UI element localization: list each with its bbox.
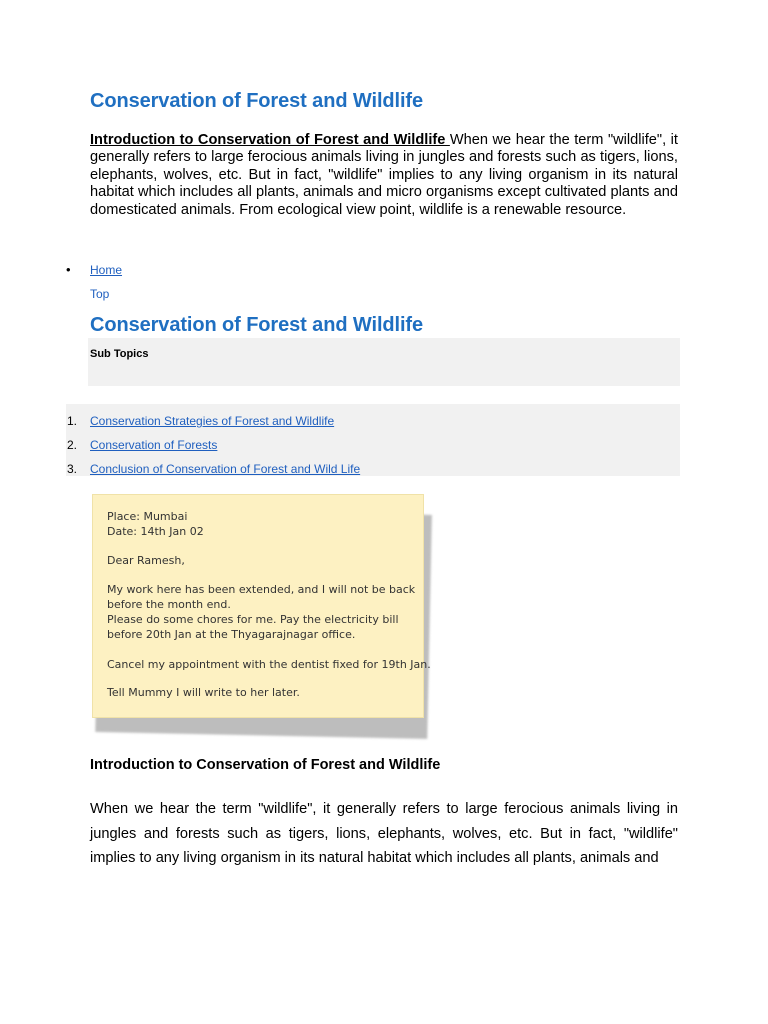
intro-paragraph [90,132,678,219]
sub-topics-label: Sub Topics [90,348,149,360]
section-title: Conservation of Forest and Wildlife [90,314,424,336]
home-link[interactable]: Home [90,263,123,277]
note-greeting: Dear Ramesh, [107,554,185,567]
note-line: before the month end. [107,598,231,611]
topic-number: 2. [67,438,78,452]
intro-body: When we hear the term "wildlife", it generally refers to large ferocious animals living in jungles and forests such as tigers, lions, elephants, wolves, etc. But in fact, "wildlife" implies to any living organism in its natural habitat which includes all plants, animals and [90,801,678,866]
note-line: Cancel my appointment with the dentist fixed for 19th Jan. [107,658,431,671]
intro-text: When we hear the term "wildlife", it generally refers to large ferocious animals living in jungles and forests such as tigers, lions, elephants, wolves, etc. But in fact, "wildlife" implies to any living organism in its natural habitat which includes all plants, animals and micro organisms except cultivated plants and domesticated animals. From ecological view point, wildlife is a renewable resource. [90,132,678,218]
topic-number: 3. [67,462,78,476]
top-link[interactable]: Top [90,287,110,301]
intro-lead: Introduction to Conservation of Forest and Wildlife [90,132,450,148]
bullet-icon: • [66,262,71,277]
note-place: Place: Mumbai [107,510,188,523]
note-line: Tell Mummy I will write to her later. [107,686,300,699]
note-date: Date: 14th Jan 02 [107,525,204,538]
topic-link-forests[interactable]: Conservation of Forests [90,438,218,452]
page-title: Conservation of Forest and Wildlife [90,90,424,112]
topic-link-strategies[interactable]: Conservation Strategies of Forest and Wildlife [90,414,335,428]
note-line: before 20th Jan at the Thyagarajnagar office. [107,628,356,641]
topic-link-conclusion[interactable]: Conclusion of Conservation of Forest and Wild Life [90,462,361,476]
topic-number: 1. [67,414,78,428]
note-image [92,494,431,718]
sub-topics-box [88,338,680,386]
note-line: Please do some chores for me. Pay the electricity bill [107,613,399,626]
intro-heading: Introduction to Conservation of Forest and Wildlife [90,757,441,773]
note-line: My work here has been extended, and I will not be back [107,583,416,596]
